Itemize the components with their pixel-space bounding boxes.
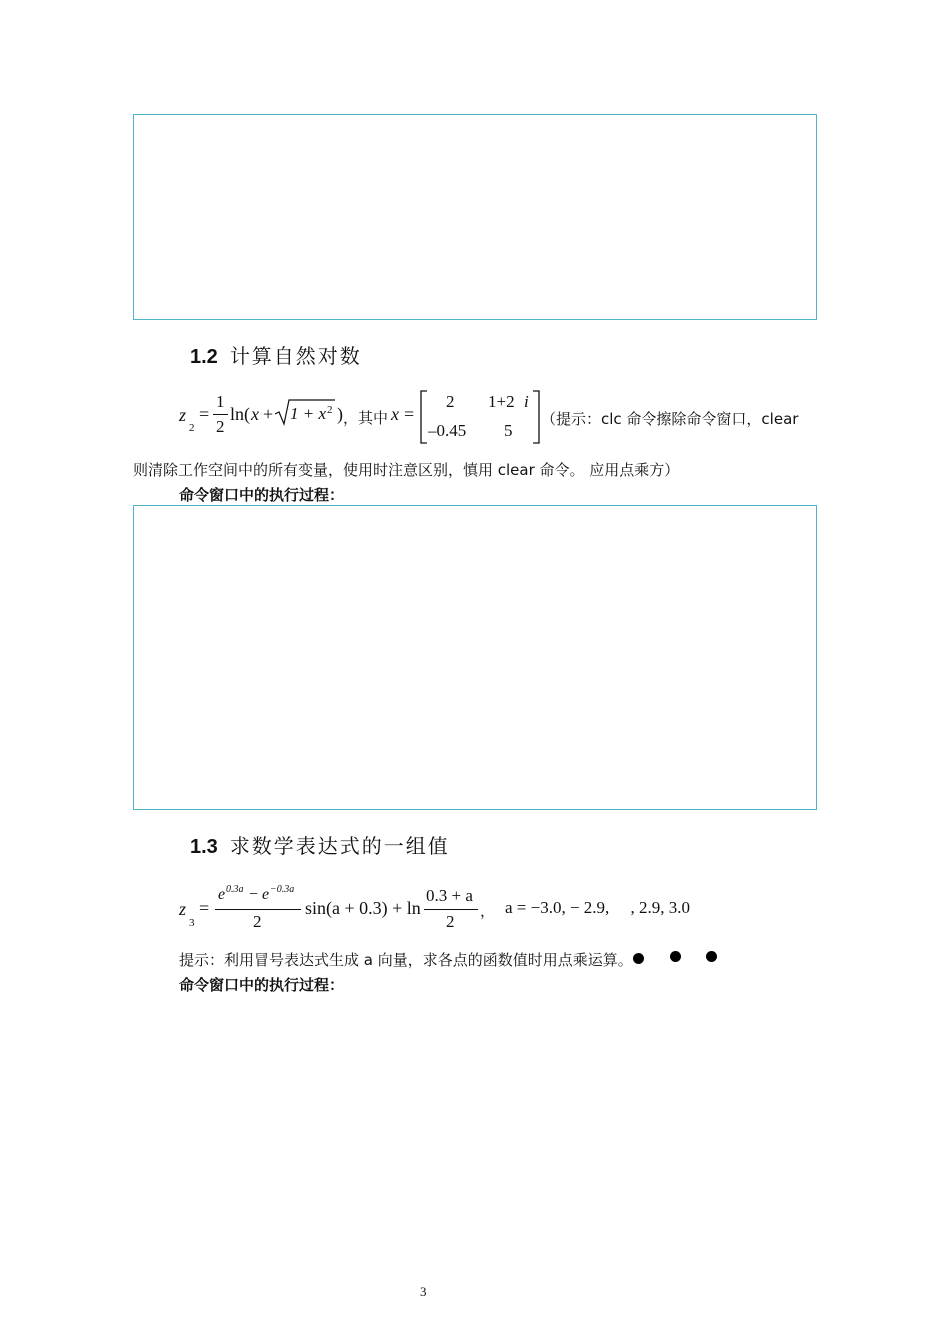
fraction-numerator: 1 <box>216 392 225 411</box>
num-minus: − <box>249 886 259 903</box>
fraction-denominator: 2 <box>253 912 262 931</box>
fraction-bar <box>213 414 228 415</box>
hint-1-3: 提示：利用冒号表达式生成 a 向量，求各点的函数值时用点乘运算。 <box>179 951 633 969</box>
section-title: 计算自然对数 <box>229 344 362 368</box>
matrix-cell-1-1: 5 <box>504 421 513 440</box>
fraction2-denominator: 2 <box>446 912 455 931</box>
formula-equals: = <box>199 404 210 424</box>
matrix-cell-0-0: 2 <box>446 392 455 411</box>
bullet-dot-icon <box>670 951 681 962</box>
matrix-cell-0-1: 1+2 <box>488 392 515 411</box>
hint-line-2: 则清除工作空间中的所有变量，使用时注意区别，慎用 clear 命令。 应用点乘方） <box>133 461 680 479</box>
close-paren: ) <box>337 404 343 424</box>
equals-2: = <box>404 404 415 424</box>
bullet-dot-icon <box>633 953 644 964</box>
matrix-cell-1-0: –0.45 <box>428 421 467 440</box>
fraction-denominator: 2 <box>216 417 225 436</box>
sqrt-body: 1 + x <box>290 404 327 423</box>
section-number: 1.2 <box>190 346 218 368</box>
answer-box-1-1 <box>133 114 817 320</box>
var-x-2: x <box>391 404 399 424</box>
sin-ln-part: sin(a + 0.3) + ln <box>305 898 421 918</box>
num-sup1: 0.3a <box>226 884 244 895</box>
fraction2-numerator: 0.3 + a <box>426 886 473 905</box>
plus-sign: + <box>263 404 274 424</box>
section-heading-1-3 <box>190 830 450 859</box>
section-title: 求数学表达式的一组值 <box>229 834 450 858</box>
num-e2: e <box>262 886 270 903</box>
answer-box-1-2 <box>133 505 817 810</box>
bullet-dot-icon <box>706 951 717 962</box>
formula-subscript: 2 <box>189 422 195 434</box>
process-label-1-2: 命令窗口中的执行过程： <box>179 486 345 504</box>
var-x: x <box>251 404 259 424</box>
num-sup2: −0.3a <box>270 884 295 895</box>
fraction2-bar <box>424 909 478 910</box>
hint-line-1: （提示：clc 命令擦除命令窗口，clear <box>541 410 799 428</box>
formula-subscript: 3 <box>189 917 195 929</box>
page-number: 3 <box>420 1284 427 1299</box>
process-label-1-3: 命令窗口中的执行过程： <box>179 976 345 994</box>
formula-var: z <box>179 405 187 425</box>
matrix-cell-0-1-i: i <box>524 392 529 411</box>
num-e1: e <box>218 886 226 903</box>
fraction-bar <box>215 909 301 910</box>
comma-text: ，其中 <box>343 409 389 427</box>
section-heading-1-2 <box>190 340 362 369</box>
sqrt-superscript: 2 <box>327 404 333 416</box>
a-range: a = −3.0, − 2.9, , 2.9, 3.0 <box>505 898 691 917</box>
section-number: 1.3 <box>190 836 218 858</box>
formula-comma: ， <box>480 902 496 920</box>
formula-equals: = <box>199 898 210 918</box>
ln-function: ln( <box>230 404 250 424</box>
formula-var: z <box>179 899 187 919</box>
